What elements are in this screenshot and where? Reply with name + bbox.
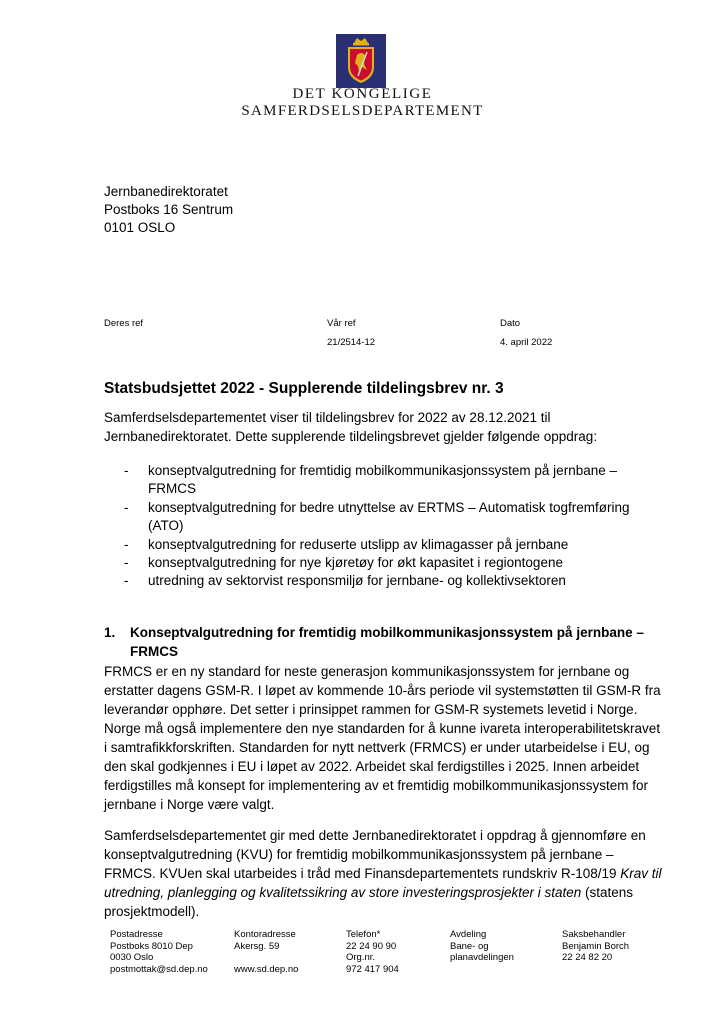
assignment-list [104, 462, 664, 591]
paragraph-italic-text: Krav til utredning, planlegging og kvalitetssikring av store investeringsprosjekter i staten [104, 866, 662, 900]
paragraph-text: Samferdselsdepartementet gir med dette Jernbanedirektoratet i oppdrag å gjennomføre en konseptvalgutredning (KVU) for fremtidig mobilkommunikasjonssystem på jernbane – FRMCS. KVUen skal utarbeides i tråd med Finansdepartementets rundskriv R-108/19 [104, 828, 646, 881]
footer-caseworker [562, 929, 629, 964]
footer-label: Telefon* [346, 929, 381, 940]
footer-text: Postboks 8010 Dep [110, 940, 193, 952]
list-item [104, 572, 664, 590]
dato-value: 4. april 2022 [500, 337, 553, 348]
paragraph-text: (statens prosjektmodell). [104, 885, 634, 919]
footer-text: 22 24 82 20 [562, 952, 613, 964]
list-item-text: konseptvalgutredning for fremtidig mobilkommunikasjonssystem på jernbane – FRMCS [148, 463, 617, 497]
list-item-text: konseptvalgutredning for reduserte utslipp av klimagasser på jernbane [148, 536, 569, 552]
deres-ref-label: Deres ref [104, 318, 144, 329]
recipient-line: Postboks 16 Sentrum [104, 202, 234, 217]
footer-email: postmottak@sd.dep.no [110, 963, 208, 975]
footer-text: Org.nr. [346, 952, 376, 964]
list-item-text: konseptvalgutredning for nye kjøretøy for økt kapasitet i regiontogene [148, 555, 563, 571]
footer-department [450, 929, 514, 964]
footer-text: Bane- og [450, 940, 489, 952]
var-ref-value: 21/2514-12 [327, 337, 376, 348]
recipient-line: Jernbanedirektoratet [104, 184, 228, 199]
footer-text: Akersg. 59 [234, 940, 280, 952]
footer-label: Avdeling [450, 929, 487, 940]
section-number: 1. [104, 625, 116, 640]
list-item [104, 499, 664, 536]
footer-text: 972 417 904 [346, 963, 399, 975]
list-item [104, 462, 664, 499]
footer-text: Benjamin Borch [562, 940, 630, 952]
section-heading-text: Konseptvalgutredning for fremtidig mobilkommunikasjonssystem på jernbane – FRMCS [130, 625, 644, 659]
footer-text: 22 24 90 90 [346, 940, 397, 952]
bullet-dash: - [124, 536, 129, 552]
royal-crest-logo [336, 34, 386, 88]
footer-label: Saksbehandler [562, 929, 626, 940]
footer-label: Postadresse [110, 929, 163, 940]
intro-paragraph: Samferdselsdepartementet viser til tildelingsbrev for 2022 av 28.12.2021 til Jernbanedirektoratet. Dette supplerende tildelingsbrevet gjelder følgende oppdrag: [104, 410, 598, 444]
footer-office [234, 929, 298, 975]
letter-title: Statsbudsjettet 2022 - Supplerende tildelingsbrev nr. 3 [104, 380, 504, 397]
section-paragraph-2 [104, 826, 664, 921]
dato-label: Dato [500, 318, 521, 329]
department-name-line2: SAMFERDSELSDEPARTEMENT [241, 103, 484, 119]
footer-phone [346, 929, 399, 975]
footer-label: Kontoradresse [234, 929, 296, 940]
bullet-dash: - [124, 555, 129, 571]
bullet-dash: - [124, 463, 129, 478]
footer-postal [110, 929, 208, 975]
recipient-line: 0101 OSLO [104, 220, 176, 235]
list-item [104, 536, 664, 554]
list-item [104, 554, 664, 572]
list-item-text: konseptvalgutredning for bedre utnyttelse av ERTMS – Automatisk togfremføring (ATO) [148, 499, 630, 534]
bullet-dash: - [124, 499, 129, 515]
department-name-line1: DET KONGELIGE [292, 86, 433, 102]
section-paragraph-1: FRMCS er en ny standard for neste generasjon kommunikasjonssystem for jernbane og erstatter dagens GSM-R. I løpet av kommende 10-års periode vil systemstøtten til GSM-R fra leverandør opphøre. Det setter i prinsippet rammen for GSM-R systemets levetid i Norge. Norge må også implementere den nye standarden for å kunne ivareta interoperabilitetskravet i samtrafikkforskriften. Standarden for nytt nettverk (FRMCS) er under utarbeidelse i EU, og den skal godkjennes i EU i løpet av 2022. Arbeidet skal ferdigstilles i 2025. Innen arbeidet ferdigstilles må konsept for implementering av et fremtidig mobilkommunikasjonssystem for jernbane i Norge være valgt. [104, 664, 661, 812]
section-heading [104, 623, 664, 661]
var-ref-label: Vår ref [327, 318, 356, 329]
footer-text [234, 952, 298, 964]
list-item-text: utredning av sektorvist responsmiljø for jernbane- og kollektivsektoren [148, 573, 566, 589]
footer-text: planavdelingen [450, 952, 514, 964]
footer-website: www.sd.dep.no [234, 963, 299, 975]
footer-text: 0030 Oslo [110, 952, 154, 964]
bullet-dash: - [124, 573, 129, 589]
recipient-address [104, 183, 233, 237]
